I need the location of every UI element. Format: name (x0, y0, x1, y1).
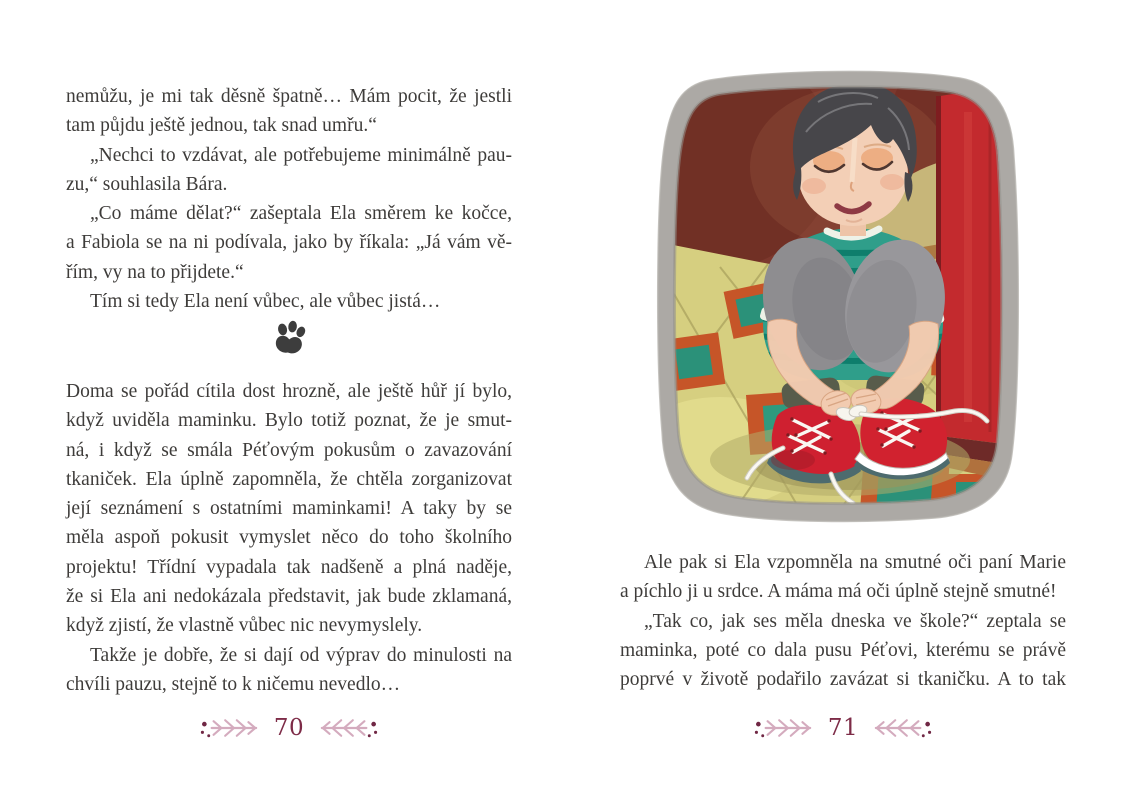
text-line: a Fabiola se na ni podívala, jako by říkala: „Já vám vě- (66, 232, 512, 254)
text-line: ná, i když se smála Péťovým pokusům o zavazování (66, 439, 512, 461)
text-line: že si Ela ani nedokázala představit, jak bude zklamaná, (66, 586, 512, 608)
text-line: zu,“ souhlasila Bára. (66, 173, 228, 195)
illustration-boy-tying-red-sneakers (650, 62, 1022, 528)
text-line: a píchlo ji u srdce. A máma má oči úplně stejně smutné! (620, 581, 1057, 603)
text-line: Tím si tedy Ela není vůbec, ale vůbec jistá… (90, 291, 441, 313)
text-line: Doma se pořád cítila dost hrozně, ale ještě hůř jí bylo, (66, 381, 512, 402)
text-line: když zjistí, že vlastně vůbec nic nevymyslely. (66, 615, 423, 637)
text-line: když uviděla maminku. Bylo totiž poznat, že je smut- (66, 410, 512, 432)
twig-ornament-right-icon (316, 715, 378, 741)
text-line: „Co máme dělat?“ zašeptala Ela směrem ke kočce, (90, 203, 512, 225)
page-number: 70 (273, 714, 305, 741)
twig-ornament-left-icon (200, 715, 262, 741)
text-line: „Tak co, jak ses měla dneska ve škole?“ zeptala se (644, 610, 1066, 632)
text-line: projektu! Třídní vypadala tak nadšeně a plná naděje, (66, 556, 512, 578)
text-line: měla aspoň pokusit vymyslet něco do toho školního (66, 527, 512, 549)
right-page-footer (620, 712, 1066, 744)
text-line: Takže je dobře, že si dají od výprav do minulosti na (90, 644, 512, 666)
text-line: Ale pak si Ela vzpomněla na smutné oči paní Marie (644, 552, 1066, 573)
left-page-footer (66, 712, 512, 744)
text-line: nemůžu, je mi tak děsně špatně… Mám pocit, že jestli (66, 86, 512, 107)
text-line: tkaniček. Ela úplně zapomněla, že chtěla zorganizovat (66, 468, 512, 490)
text-line: maminka, poté co dala pusu Péťovi, kterému se právě (620, 639, 1066, 661)
twig-ornament-left-icon (754, 715, 816, 741)
text-line: chvíli pauzu, stejně to k ničemu nevedlo… (66, 673, 401, 695)
page-number: 71 (827, 714, 859, 741)
text-line: tam půjdu ještě jednou, tak snad umřu.“ (66, 115, 377, 137)
twig-ornament-right-icon (870, 715, 932, 741)
paw-print-icon (66, 320, 512, 360)
text-line: poprvé v životě podařilo zavázat si tkaničku. A to tak (620, 669, 1066, 691)
left-text-block-2 (66, 377, 512, 699)
left-text-block-1 (66, 82, 512, 316)
text-line: řím, vy na to přijdete.“ (66, 261, 244, 283)
right-text-block (620, 548, 1066, 694)
text-line: „Nechci to vzdávat, ale potřebujeme minimálně pau- (90, 144, 512, 166)
text-line: její seznámení s ostatními maminkami! A taky by se (66, 498, 512, 520)
